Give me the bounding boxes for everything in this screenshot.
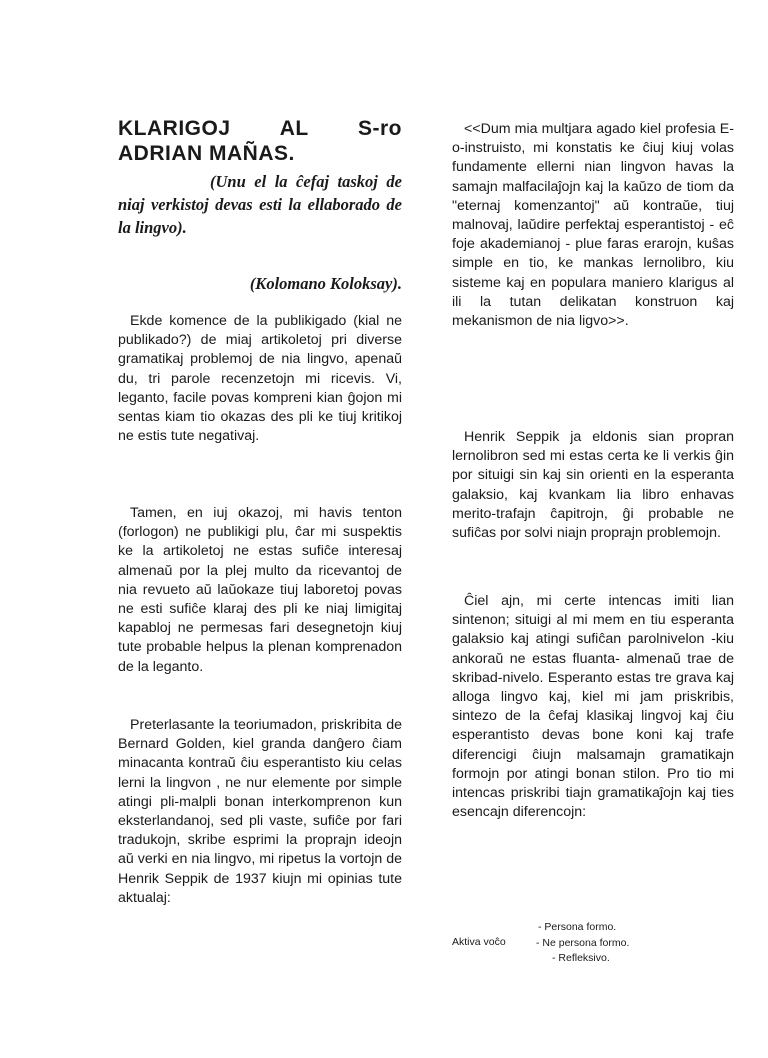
title-word-3: S-ro xyxy=(357,117,402,140)
voice-diagram-label: Aktiva voĉo xyxy=(452,936,506,948)
voice-diagram-list xyxy=(536,920,629,967)
voice-item: - Refleksivo. xyxy=(552,952,610,964)
voice-item: - Persona formo. xyxy=(538,921,617,933)
title-line-1 xyxy=(118,116,402,141)
title-word-2: AL xyxy=(279,117,309,140)
title xyxy=(118,116,402,166)
author: (Kolomano Koloksay). xyxy=(249,274,402,293)
subtitle-text: (Unu el la ĉefaj taskoj de niaj verkistoj devas esti la ellaborado de la lingvo). xyxy=(118,172,402,237)
subtitle xyxy=(118,170,402,239)
right-paragraph-1: <<Dum mia multjara agado kiel profesia E-o-instruisto, mi konstatis ke ĉiuj kiuj volas fundamente ellerni nian lingvon havas la samajn malfacilaĵojn kaj la kaŭzo de tiom da "eternaj komenzantoj" aŭ kontraŭe, tiuj malnovaj, laŭdire perfektaj esperantistoj - eĉ foje akademianoj - plue faras erarojn, kuŝas simple en tio, ke mankas lernolibro, kiu sisteme kaj en populara maniero klarigus al ili la tutan delikatan konstruon kaj mekanismon de nia ligvo>>. xyxy=(452,121,734,330)
left-paragraph-1: Ekde komence de la publikigado (kial ne publikado?) de miaj artikoletoj pri diverse gramatikaj problemoj de nia lingvo, apenaŭ du, tri parole recenzetojn mi ricevis. Vi, leganto, facile povas kompreni kian ĝojon mi sentas kiam tio okazas des pli ke tiuj kritikoj ne estis tute negativaj. xyxy=(118,313,402,445)
voice-item: - Ne persona formo. xyxy=(536,936,630,949)
right-paragraph-3: Ĉiel ajn, mi certe intencas imiti lian sintenon; situigi al mi mem en tiu esperanta galaksio kaj atingi sufiĉan parolnivelon -kiu ankoraŭ ne estas fluanta- almenaŭ trae de skribad-nivelo. Esperanto estas tre grava kaj alloga lingvo kaj, kiel mi jam priskribis, sintezo de la ĉefaj klasikaj lingvoj kaj ĉiu esperantisto devas bone koni kaj trafe diferencigi ĉiujn malsamajn gramatikajn formojn por atingi bonan stilon. Pro tio mi intencas priskribi tiajn gramatikaĵojn kaj ties esencajn diferencojn: xyxy=(452,593,734,821)
left-paragraph-2: Tamen, en iuj okazoj, mi havis tenton (forlogon) ne publikigi plu, ĉar mi suspektis ke la artikoletoj ne estas sufiĉe interesaj almenaŭ por la plej multo da ricevantoj de nia revueto aŭ laŭokaze tiuj laboretoj povas ne esti sufiĉe klaraj des pli ke niaj limigitaj kapabloj ne permesas fari desegnetojn kiuj tute probable helpus la plenan komprenadon de la leganto. xyxy=(118,505,402,675)
right-paragraph-2: Henrik Seppik ja eldonis sian propran lernolibron sed mi estas certa ke li verkis ĝin por situigi sin kaj sin orienti en la esperanta galaksio, kaj kvankam lia libro enhavas merito-trafajn ĉapitrojn, ĝi probable ne sufiĉas por solvi niajn proprajn problemojn. xyxy=(452,429,734,542)
title-word-1: KLARIGOJ xyxy=(118,117,231,140)
left-paragraph-3: Preterlasante la teoriumadon, priskribita de Bernard Golden, kiel granda danĝero ĉiam minacanta kontraŭ ĉiu esperantisto kiu celas lerni la lingvon , ne nur elemente por simple atingi pli-malpli bonan interkomprenon kun eksterlandanoj, sed pli vaste, sufiĉe por fari tradukojn, skribe esprimi la proprajn ideojn aŭ verki en nia lingvo, mi ripetus la vortojn de Henrik Seppik de 1937 kiujn mi opinias tute aktualaj: xyxy=(118,717,402,906)
title-line-2: ADRIAN MAÑAS. xyxy=(118,142,295,165)
